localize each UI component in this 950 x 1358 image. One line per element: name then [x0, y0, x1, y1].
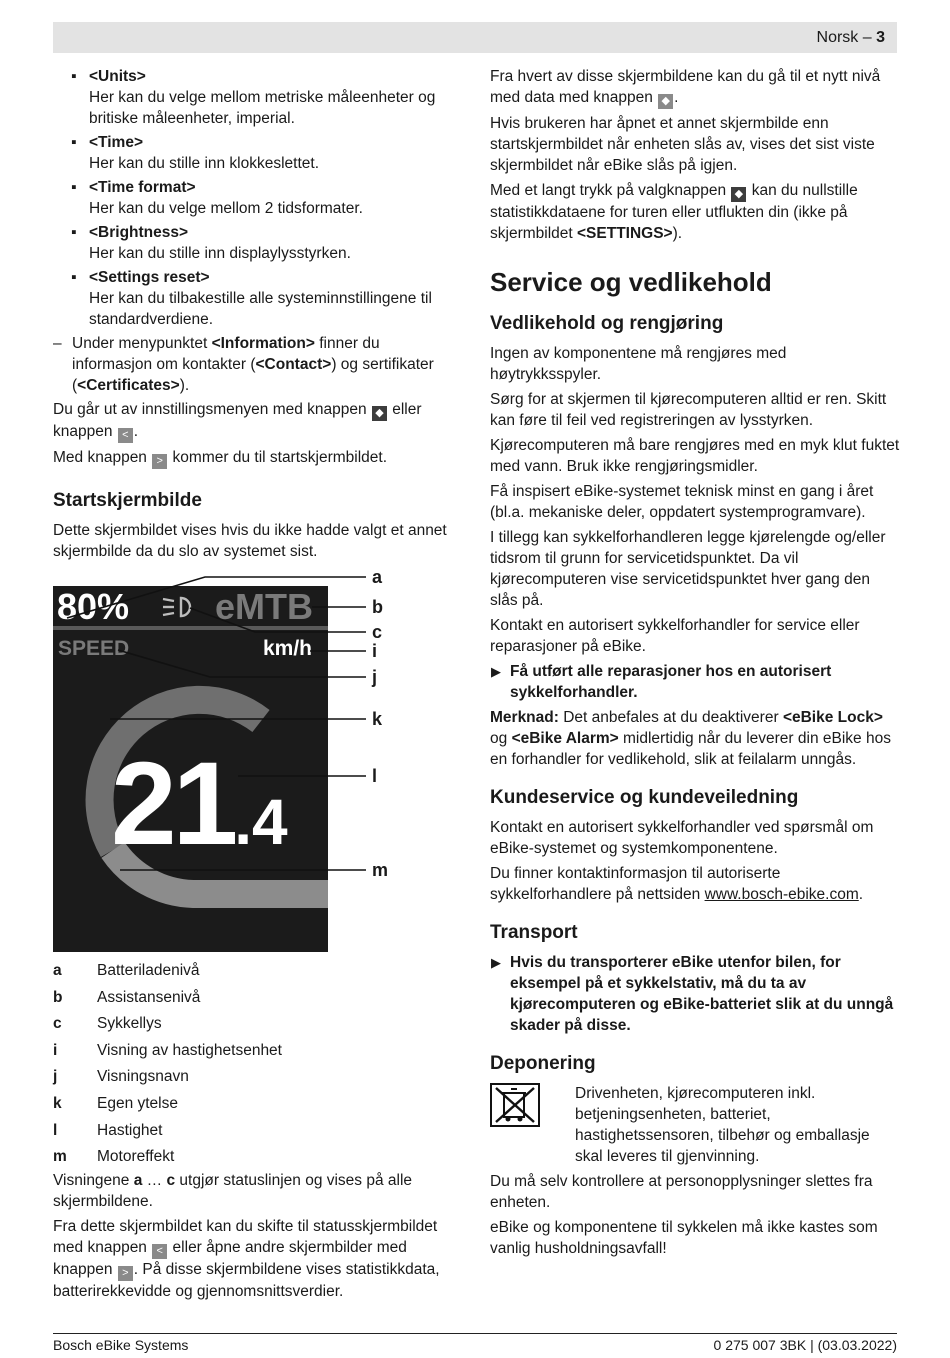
data-level-text: Fra hvert av disse skjermbildene kan du gå til et nytt nivå med data med knappen ◆ . — [490, 68, 881, 107]
speed-value: 21.4 — [111, 738, 288, 870]
maintenance-text: Sørg for at skjermen til kjørecomputeren alltid er ren. Skitt kan føre til feil ved registreringen av lysstyrken. — [490, 391, 887, 429]
maintenance-text: Kontakt en autorisert sykkelforhandler for service eller reparasjoner på eBike. — [490, 617, 860, 655]
right-key-icon: > — [152, 454, 167, 469]
assist-mode: eMTB — [215, 586, 313, 627]
heading-customer-service: Kundeservice og kundeveiledning — [490, 787, 799, 808]
callout-a: a — [372, 567, 383, 587]
callout-c: c — [372, 622, 383, 642]
disposal-block — [490, 1083, 900, 1167]
heading-transport: Transport — [490, 922, 578, 943]
callout-l: l — [372, 766, 378, 786]
last-screen-text: Hvis brukeren har åpnet et annet skjermbilde enn startskjermbildet når enheten slås av, vises det sist viste skjermbildet når eBike slås på igjen. — [490, 115, 875, 174]
note-text: Merknad: Det anbefales at du deaktiverer <eBike Lock> og <eBike Alarm> midlertidig når du leverer din eBike hos en forhandler for vedlikehold, slik at feilalarm unngås. — [490, 709, 891, 768]
maintenance-text: I tillegg kan sykkelforhandleren legge kjørelengde og/eller tidsrom til grunn for servicetidspunktet. Da vil kjørecomputeren vise servicetidspunktet hver gang den slås på. — [490, 529, 886, 609]
battery-level: 80% — [57, 586, 130, 627]
list-item: ▪ <Brightness> Her kan du stille inn displaylysstyrken. — [71, 224, 351, 262]
footer-divider — [53, 1333, 897, 1334]
transport-warning: ▶ Hvis du transporterer eBike utenfor bilen, for eksempel på et sykkelstativ, må du ta av kjørecomputeren og eBike-batteriet slik at du unngå skader på disse. — [491, 954, 894, 1034]
footer-doc-id: 0 275 007 3BK | (03.03.2022) — [713, 1337, 897, 1353]
view-name: SPEED — [58, 637, 130, 660]
switch-screen-text: Fra dette skjermbildet kan du skifte til statusskjermbildet med knappen < eller åpne andre skjermbilder med knappen > . På disse skjermbildene vises statistikkdata, batterirekkevidde og gjennomsnittsverdier. — [53, 1218, 440, 1300]
heading-service: Service og vedlikehold — [490, 267, 772, 297]
legend-row: j Visningsnavn — [53, 1068, 189, 1086]
callout-m: m — [372, 860, 389, 880]
callout-k: k — [372, 709, 383, 729]
right-column — [490, 66, 900, 1263]
footer-brand: Bosch eBike Systems — [53, 1337, 189, 1353]
legend-row: l Hastighet — [53, 1121, 163, 1139]
start-screen-desc: Dette skjermbildet vises hvis du ikke hadde valgt et annet skjermbilde da du slo av systemet sist. — [53, 522, 447, 560]
legend-row: k Egen ytelse — [53, 1094, 178, 1112]
callout-b: b — [372, 597, 383, 617]
legend-row: b Assistansenivå — [53, 988, 201, 1006]
list-item: ▪ <Settings reset> Her kan du tilbakestille alle systeminnstillingene til standardverdiene. — [71, 269, 432, 328]
maintenance-text: Kjørecomputeren må bare rengjøres med en myk klut fuktet med vann. Bruk ikke rengjøringsmidler. — [490, 437, 900, 475]
select-key-icon: ◆ — [731, 187, 746, 202]
legend — [53, 960, 463, 1173]
heading-start-screen: Startskjermbilde — [53, 490, 202, 511]
info-menu-text: – Under menypunktet <Information> finner du informasjon om kontakter (<Contact>) og sertifikater (<Certificates>). — [53, 335, 434, 394]
exit-settings-text: Du går ut av innstillingsmenyen med knappen ◆ eller knappen < . — [53, 401, 422, 441]
legend-row: i Visning av hastighetsenhet — [53, 1041, 282, 1059]
disposal-text: Du må selv kontrollere at personopplysninger slettes fra enheten. — [490, 1173, 873, 1211]
left-key-icon: < — [118, 428, 133, 443]
disposal-text: Drivenheten, kjørecomputeren inkl. betjeningsenheten, batteriet, hastighetssensoren, tilbehør og emballasje skal leveres til gjenvinning. — [575, 1085, 870, 1165]
right-key-icon: > — [118, 1266, 133, 1281]
reset-stats-text: Med et langt trykk på valgknappen ◆ kan du nullstille statistikkdataene for turen eller utflukten din (ikke på skjermbildet <SETTINGS>). — [490, 182, 858, 242]
bosch-ebike-link[interactable]: www.bosch-ebike.com — [704, 886, 859, 903]
speed-unit: km/h — [263, 637, 313, 660]
select-key-icon: ◆ — [658, 94, 673, 109]
start-screen-text: Med knappen > kommer du til startskjermbildet. — [53, 449, 388, 467]
maintenance-text: Ingen av komponentene må rengjøres med høytrykksspyler. — [490, 345, 787, 383]
customer-text: Du finner kontaktinformasjon til autoriserte sykkelforhandlere på nettsiden www.bosch-ebike.com. — [490, 865, 864, 903]
list-item: ▪ <Time format> Her kan du velge mellom 2 tidsformater. — [71, 179, 363, 217]
left-bottom-text — [53, 1170, 463, 1306]
legend-row: m Motoreffekt — [53, 1148, 175, 1166]
heading-maintenance: Vedlikehold og rengjøring — [490, 313, 724, 334]
crossed-bin-icon — [490, 1083, 540, 1127]
list-item: ▪ <Time> Her kan du stille inn klokkeslettet. — [71, 134, 320, 172]
list-item: ▪ <Units> Her kan du velge mellom metriske måleenheter og britiske måleenheter, imperial. — [71, 68, 436, 127]
legend-row: a Batteriladenivå — [53, 962, 200, 979]
heading-disposal: Deponering — [490, 1053, 596, 1074]
select-key-icon: ◆ — [372, 406, 387, 421]
page-number: Norsk – 3 — [816, 29, 885, 46]
customer-text: Kontakt en autorisert sykkelforhandler ved spørsmål om eBike-systemet og systemkomponentene. — [490, 819, 874, 857]
left-key-icon: < — [152, 1244, 167, 1259]
callout-i: i — [372, 641, 378, 661]
repair-warning: ▶ Få utført alle reparasjoner hos en autorisert sykkelforhandler. — [491, 663, 832, 701]
callout-j: j — [372, 667, 378, 687]
disposal-text: eBike og komponentene til sykkelen må ikke kastes som vanlig husholdningsavfall! — [490, 1219, 878, 1257]
maintenance-text: Få inspisert eBike-systemet teknisk minst en gang i året (bl.a. mekaniske deler, oppdatert systemprogramvare). — [490, 483, 874, 521]
status-line-text: Visningene a … c utgjør statuslinjen og vises på alle skjermbildene. — [53, 1172, 413, 1210]
legend-row: c Sykkellys — [53, 1015, 162, 1033]
